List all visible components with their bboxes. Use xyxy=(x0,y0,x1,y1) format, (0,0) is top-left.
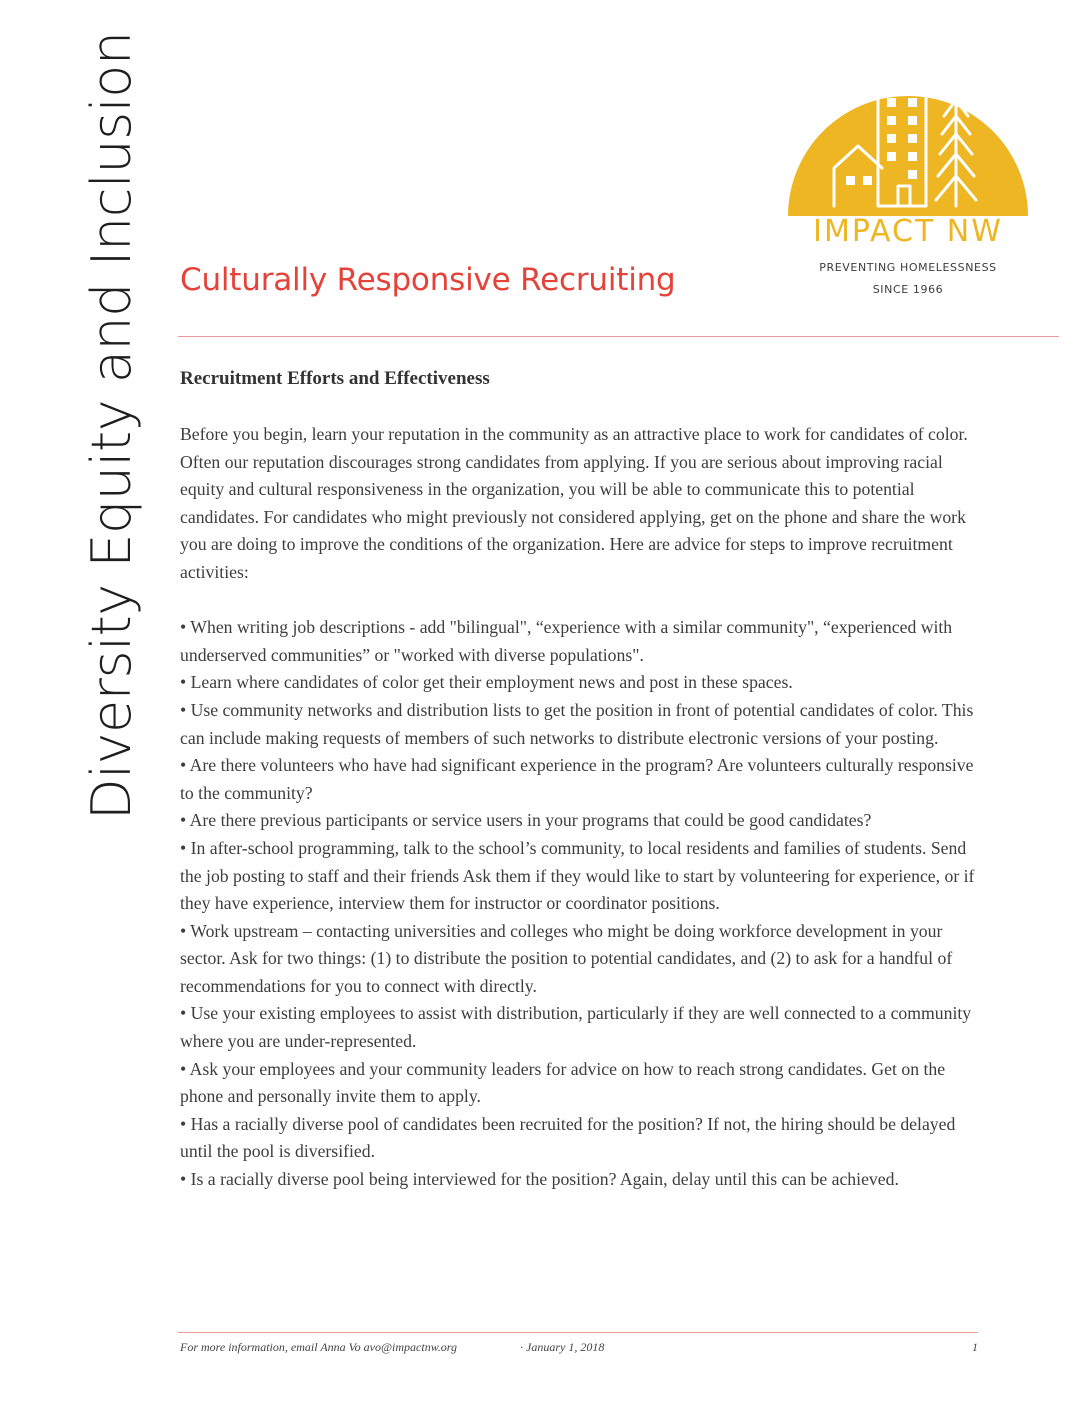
bullet-item: • When writing job descriptions - add "bilingual", “experience with a similar community", “experienced with underserved communities” or "worked with diverse populations". xyxy=(180,617,953,665)
bullet-item: • Work upstream – contacting universities and colleges who might be doing workforce development in your sector. Ask for two things: (1) to distribute the position to potential candidates, and (2) to ask for a handful of recommendations for you to connect with directly. xyxy=(180,920,953,996)
bullet-item: • Is a racially diverse pool being interviewed for the position? Again, delay until this can be achieved. xyxy=(180,1169,899,1190)
footer-date: · January 1, 2018 xyxy=(520,1340,605,1354)
bullet-item: • Ask your employees and your community leaders for advice on how to reach strong candidates. Get on the phone and personally invite them to apply. xyxy=(180,1058,946,1107)
footer xyxy=(180,1340,980,1358)
header-divider xyxy=(178,336,1059,337)
bullet-item: • Use community networks and distribution lists to get the position in front of potential candidates of color. This can include making requests of members of such networks to distribute electronic versions of your posting. xyxy=(180,699,974,748)
logo-since: SINCE 1966 xyxy=(872,283,944,296)
footer-contact: For more information, email Anna Vo avo@impactnw.org xyxy=(180,1340,458,1354)
logo-brand: IMPACT NW xyxy=(813,214,1003,249)
page-number: 1 xyxy=(972,1340,978,1354)
section-body xyxy=(180,421,980,1194)
logo-emblem-icon xyxy=(786,80,1030,216)
sidebar-title: Diversity Equity and Inclusion xyxy=(80,31,143,820)
bullet-item: • Are there previous participants or service users in your programs that could be good candidates? xyxy=(180,810,872,831)
bullet-item: • Use your existing employees to assist with distribution, particularly if they are well connected to a community where you are under-represented. xyxy=(180,1003,972,1052)
intro-paragraph: Before you begin, learn your reputation in the community as an attractive place to work for candidates of color. Often our reputation discourages strong candidates from applying. If you are serious about improving racial equity and cultural responsiveness in the organization, you will be able to communicate this to potential candidates. For candidates who might previously not considered applying, get on the phone and share the work you are doing to improve the conditions of the organization. Here are advice for steps to improve recruitment activities: xyxy=(180,424,968,582)
footer-divider xyxy=(178,1332,978,1333)
logo-tagline: PREVENTING HOMELESSNESS xyxy=(819,261,997,274)
page-title: Culturally Responsive Recruiting xyxy=(180,262,676,298)
bullet-item: • In after-school programming, talk to the school’s community, to local residents and families of students. Send the job posting to staff and their friends Ask them if they would like to start by volunteering for experience, or if they have experience, interview them for instructor or coordinator positions. xyxy=(180,837,975,914)
bullet-item: • Are there volunteers who have had significant experience in the program? Are volunteers culturally responsive to the community? xyxy=(180,755,974,803)
bullet-item: • Has a racially diverse pool of candidates been recruited for the position? If not, the hiring should be delayed until the pool is diversified. xyxy=(180,1113,956,1162)
section-heading: Recruitment Efforts and Effectiveness xyxy=(180,368,490,389)
bullet-item: • Learn where candidates of color get their employment news and post in these spaces. xyxy=(180,672,793,693)
impact-nw-logo xyxy=(786,80,1030,300)
